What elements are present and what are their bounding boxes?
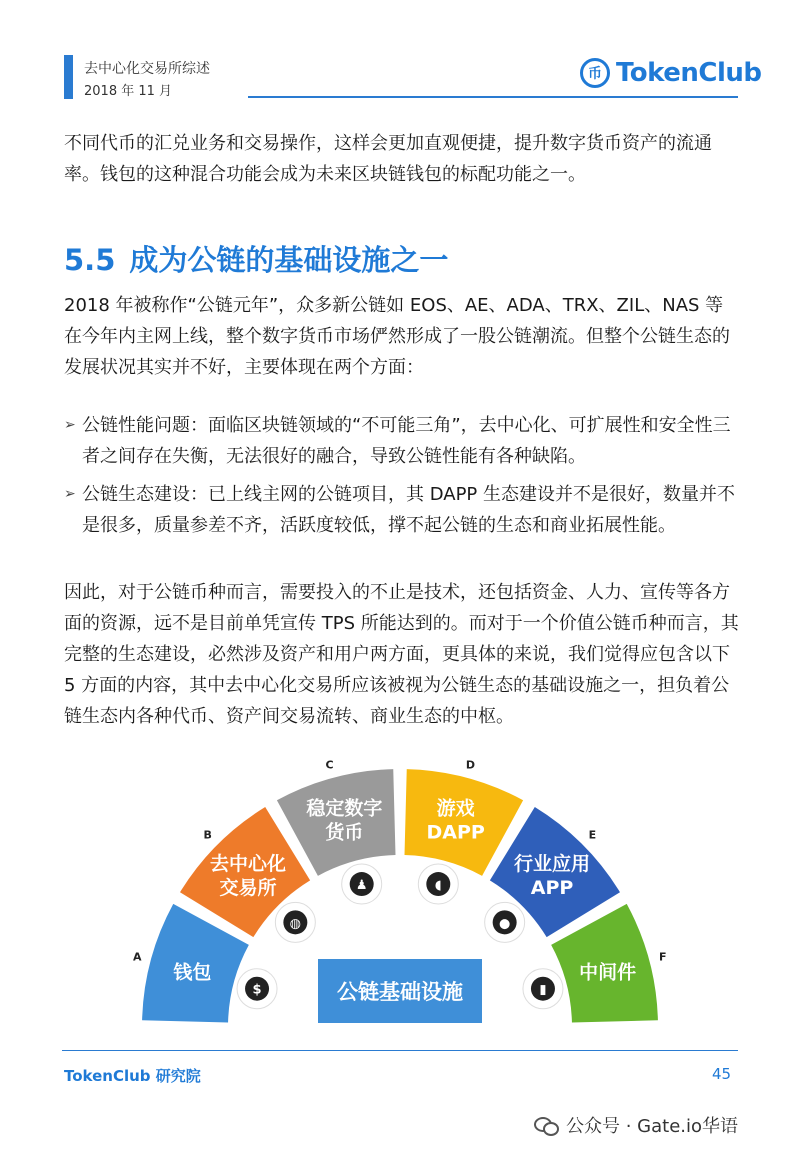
paragraph-wallet-function: 不同代币的汇兑业务和交易操作，这样会更加直观便捷，提升数字货币资产的流通率。钱包的这种混合功能会成为未来区块链钱包的标配功能之一。 — [64, 133, 712, 185]
segment-label: 游戏 — [436, 797, 475, 820]
infrastructure-fan-diagram — [0, 745, 800, 1035]
segment-label: 钱包 — [173, 961, 212, 984]
section-heading — [64, 238, 448, 279]
center-label: 公链基础设施 — [337, 980, 463, 1004]
bullet-text: 公链生态建设：已上线主网的公链项目，其 DAPP 生态建设并不是很好，数量并不是很多，质量参差不齐，活跃度较低，撑不起公链的生态和商业拓展性能。 — [82, 484, 736, 536]
svg-text:◖: ◖ — [434, 878, 442, 894]
segment-label: 稳定数字 — [306, 797, 383, 820]
svg-text:◍: ◍ — [289, 916, 302, 932]
svg-text:▮: ▮ — [539, 982, 547, 998]
segment-letter: D — [465, 758, 475, 772]
segment-letter: C — [325, 758, 334, 772]
svg-text:♟: ♟ — [355, 878, 368, 894]
page-number: 45 — [712, 1065, 732, 1083]
segment-label: 行业应用 — [514, 852, 591, 875]
segment-label: 交易所 — [219, 876, 277, 899]
document-date: 2018 年 11 月 — [84, 84, 173, 99]
arrow-bullet-icon: ➢ — [64, 486, 76, 502]
paragraph-public-chain-year: 2018 年被称作“公链元年”，众多新公链如 EOS、AE、ADA、TRX、ZIL、NAS 等在今年内主网上线，整个数字货币市场俨然形成了一股公链潮流。但整个公链生态的发展状况其实并不好，主要体现在两个方面： — [64, 295, 730, 378]
segment-label: 货币 — [325, 821, 364, 844]
bullet-item — [64, 479, 740, 541]
section-title: 成为公链的基础设施之一 — [129, 243, 449, 277]
segment-letter: A — [133, 950, 142, 964]
segment-letter: E — [588, 828, 597, 842]
bullet-text: 公链性能问题：面临区块链领域的“不可能三角”，去中心化、可扩展性和安全性三者之间存在失衡，无法很好的融合，导致公链性能有各种缺陷。 — [82, 415, 731, 467]
arrow-bullet-icon: ➢ — [64, 417, 76, 433]
header-accent-bar — [64, 55, 73, 99]
wechat-icon — [534, 1115, 558, 1135]
segment-letter: F — [658, 950, 667, 964]
bullet-item — [64, 410, 740, 472]
svg-text:$: $ — [252, 982, 262, 998]
logo-text: TokenClub — [616, 58, 762, 88]
wechat-watermark — [534, 1112, 738, 1138]
svg-text:●: ● — [498, 916, 511, 932]
segment-label: APP — [530, 876, 574, 899]
segment-label: 中间件 — [579, 961, 637, 984]
footer-org: TokenClub 研究院 — [64, 1067, 201, 1085]
section-number: 5.5 — [64, 243, 116, 277]
tokenclub-logo — [580, 58, 762, 88]
bullet-list — [64, 410, 740, 548]
footer-divider — [62, 1050, 738, 1051]
tokenclub-logo-icon: 币 — [580, 58, 610, 88]
wechat-account: 公众号 · Gate.io华语 — [566, 1116, 739, 1137]
segment-label: 去中心化 — [209, 852, 286, 875]
paragraph-ecosystem: 因此，对于公链币种而言，需要投入的不止是技术，还包括资金、人力、宣传等各方面的资源，远不是目前单凭宣传 TPS 所能达到的。而对于一个价值公链币种而言，其完整的生态建设，必然涉及资产和用户两方面，更具体的来说，我们觉得应包含以下 5 方面的内容，其中去中心化交易所应该被视为公链生态的基础设施之一，担负着公链生态内各种代币、资产间交易流转、商业生态的中枢。 — [64, 582, 739, 727]
header-divider — [248, 96, 738, 98]
segment-letter: B — [203, 828, 212, 842]
document-title: 去中心化交易所综述 — [84, 61, 210, 77]
segment-label: DAPP — [426, 821, 485, 844]
